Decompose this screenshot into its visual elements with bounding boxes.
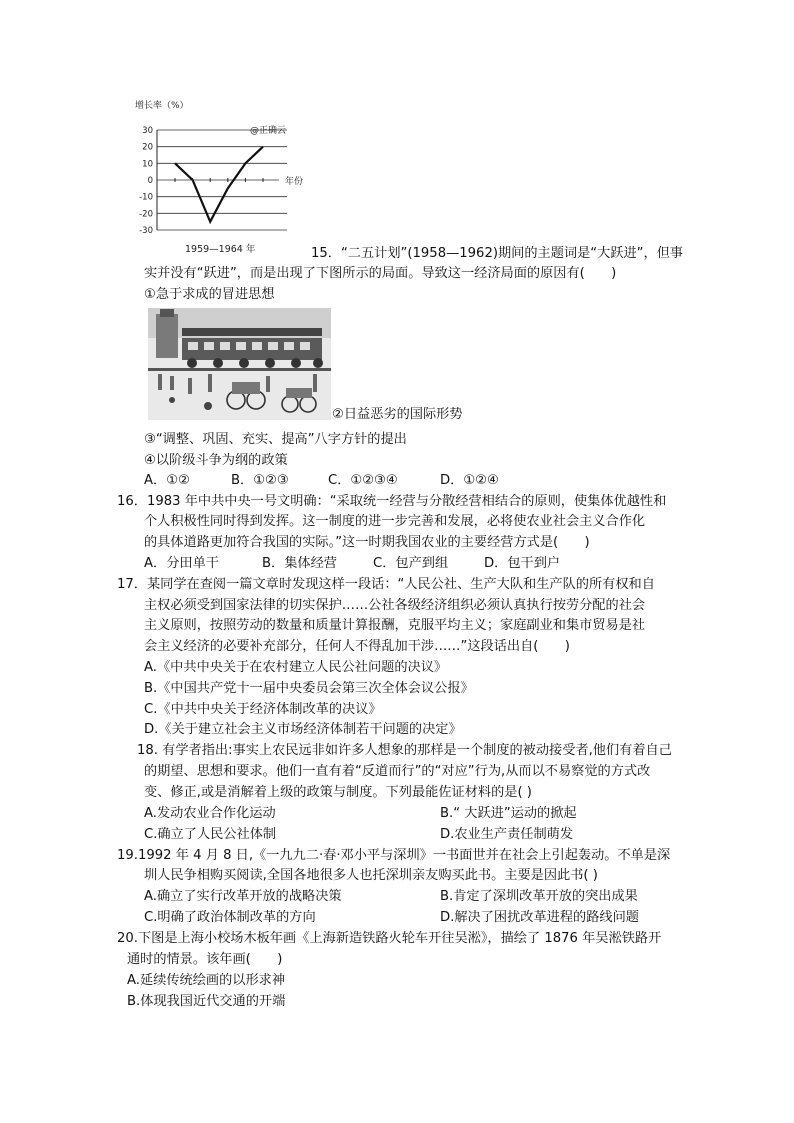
q15-option-4: ④以阶级斗争为纲的政策 bbox=[144, 453, 288, 468]
q20-choice-b[interactable]: B.体现我国近代交通的开端 bbox=[127, 994, 286, 1009]
y-tick-label: -20 bbox=[139, 209, 153, 220]
q17-choice-c[interactable]: C.《中共中央关于经济体制改革的决议》 bbox=[144, 702, 382, 717]
y-tick-label: -10 bbox=[139, 192, 153, 203]
q16-choice-b[interactable]: B．集体经营 bbox=[262, 556, 337, 571]
q19-choice-b[interactable]: B.肯定了深圳改革开放的突出成果 bbox=[440, 889, 638, 904]
growth-rate-chart bbox=[135, 96, 305, 256]
q18-choice-c[interactable]: C.确立了人民公社体制 bbox=[144, 827, 277, 842]
y-tick-label: 0 bbox=[147, 176, 153, 186]
q18-stem-line2: 的期望、思想和要求。他们一直有着“反道而行”的“对应”行为,从而以不易察觉的方式改 bbox=[144, 764, 651, 779]
q19-choice-c[interactable]: C.明确了政治体制改革的方向 bbox=[144, 910, 316, 925]
q17-choice-d[interactable]: D.《关于建立社会主义市场经济体制若干问题的决定》 bbox=[144, 722, 462, 737]
y-tick-label: 30 bbox=[142, 126, 153, 136]
q20-stem-line1: 20.下图是上海小校场木板年画《上海新造铁路火轮车开往吴淞》，描绘了 1876 年吴淞铁路开 bbox=[117, 931, 662, 946]
chart-xlabel: 年份 bbox=[285, 177, 304, 187]
q17-stem-line2: 主权必须受到国家法律的切实保护……公社各级经济组织必须认真执行按劳分配的社会 bbox=[144, 598, 646, 613]
q15-stem-line2: 实并没有“跃进”，而是出现了下图所示的局面。导致这一经济局面的原因有( ) bbox=[144, 266, 617, 281]
chart-ylabel: 增长率（%） bbox=[135, 101, 189, 111]
chart-watermark: @正确云 bbox=[250, 126, 287, 136]
q16-choice-d[interactable]: D．包干到户 bbox=[484, 556, 561, 571]
q15-choice-b[interactable]: B．①②③ bbox=[231, 473, 289, 488]
q17-choice-a[interactable]: A.《中共中央关于在农村建立人民公社问题的决议》 bbox=[144, 660, 448, 675]
q18-choice-b[interactable]: B.“ 大跃进”运动的掀起 bbox=[440, 806, 577, 821]
q18-stem-line3: 变、修正,或是消解着上级的政策与制度。下列最能佐证材料的是( ) bbox=[144, 785, 532, 800]
q15-option-1: ①急于求成的冒进思想 bbox=[144, 287, 275, 302]
q15-choice-d[interactable]: D．①②④ bbox=[440, 473, 499, 488]
q16-choice-c[interactable]: C．包产到组 bbox=[373, 556, 449, 571]
q16-stem-line3: 的具体道路更加符合我国的实际。”这一时期我国农业的主要经营方式是( ) bbox=[144, 535, 590, 550]
q18-choice-d[interactable]: D.农业生产责任制萌发 bbox=[440, 827, 574, 842]
q15-stem-line1: 15．“二五计划”(1958—1962)期间的主题词是“大跃进”，但事 bbox=[311, 246, 684, 261]
q18-choice-a[interactable]: A.发动农业合作化运动 bbox=[144, 806, 276, 821]
chart-caption: 1959—1964 年 bbox=[185, 244, 256, 255]
q19-choice-a[interactable]: A.确立了实行改革开放的战略决策 bbox=[144, 889, 342, 904]
y-tick-label: 20 bbox=[142, 142, 153, 153]
q17-stem-line1: 17．某同学在查阅一篇文章时发现这样一段话：“人民公社、生产大队和生产队的所有权和自 bbox=[117, 577, 655, 592]
q17-stem-line4: 会主义经济的必要补充部分，任何人不得乱加干涉……”这段话出自( ) bbox=[144, 639, 570, 654]
q17-stem-line3: 主义原则，按照劳动的数量和质量计算报酬，克服平均主义；家庭副业和集市贸易是社 bbox=[144, 618, 646, 633]
q16-stem-line1: 16．1983 年中共中央一号文明确：“采取统一经营与分散经营相结合的原则，使集体优越性和 bbox=[117, 494, 667, 509]
q16-stem-line2: 个人积极性同时得到发挥。这一制度的进一步完善和发展，必将使农业社会主义合作化 bbox=[144, 514, 646, 529]
q18-stem-line1: 18. 有学者指出:事实上农民远非如许多人想象的那样是一个制度的被动接受者,他们有着自己 bbox=[137, 743, 672, 758]
q15-choice-c[interactable]: C．①②③④ bbox=[328, 473, 398, 488]
q15-choice-a[interactable]: A．①② bbox=[144, 473, 190, 488]
q16-choice-a[interactable]: A．分田单干 bbox=[144, 556, 219, 571]
q15-option-2: ②日益恶劣的国际形势 bbox=[332, 407, 463, 422]
q19-choice-d[interactable]: D.解决了困扰改革进程的路线问题 bbox=[440, 910, 639, 925]
q20-stem-line2: 通时的情景。该年画( ) bbox=[127, 952, 283, 967]
q19-stem-line1: 19.1992 年 4 月 8 日,《一九九二·春·邓小平与深圳》一书面世并在社会上引起轰动。不单是深 bbox=[117, 848, 671, 863]
series-line bbox=[175, 147, 263, 222]
q15-option-3: ③“调整、巩固、充实、提高”八字方针的提出 bbox=[144, 432, 407, 447]
y-tick-label: 10 bbox=[142, 159, 153, 170]
q19-stem-line2: 圳人民争相购买阅读,全国各地很多人也托深圳亲友购买此书。主要是因此书( ) bbox=[144, 868, 598, 883]
q17-choice-b[interactable]: B.《中国共产党十一届中央委员会第三次全体会议公报》 bbox=[144, 681, 474, 696]
railway-print-image bbox=[148, 308, 331, 420]
y-tick-label: -30 bbox=[139, 226, 153, 236]
q20-choice-a[interactable]: A.延续传统绘画的以形求神 bbox=[127, 973, 286, 988]
